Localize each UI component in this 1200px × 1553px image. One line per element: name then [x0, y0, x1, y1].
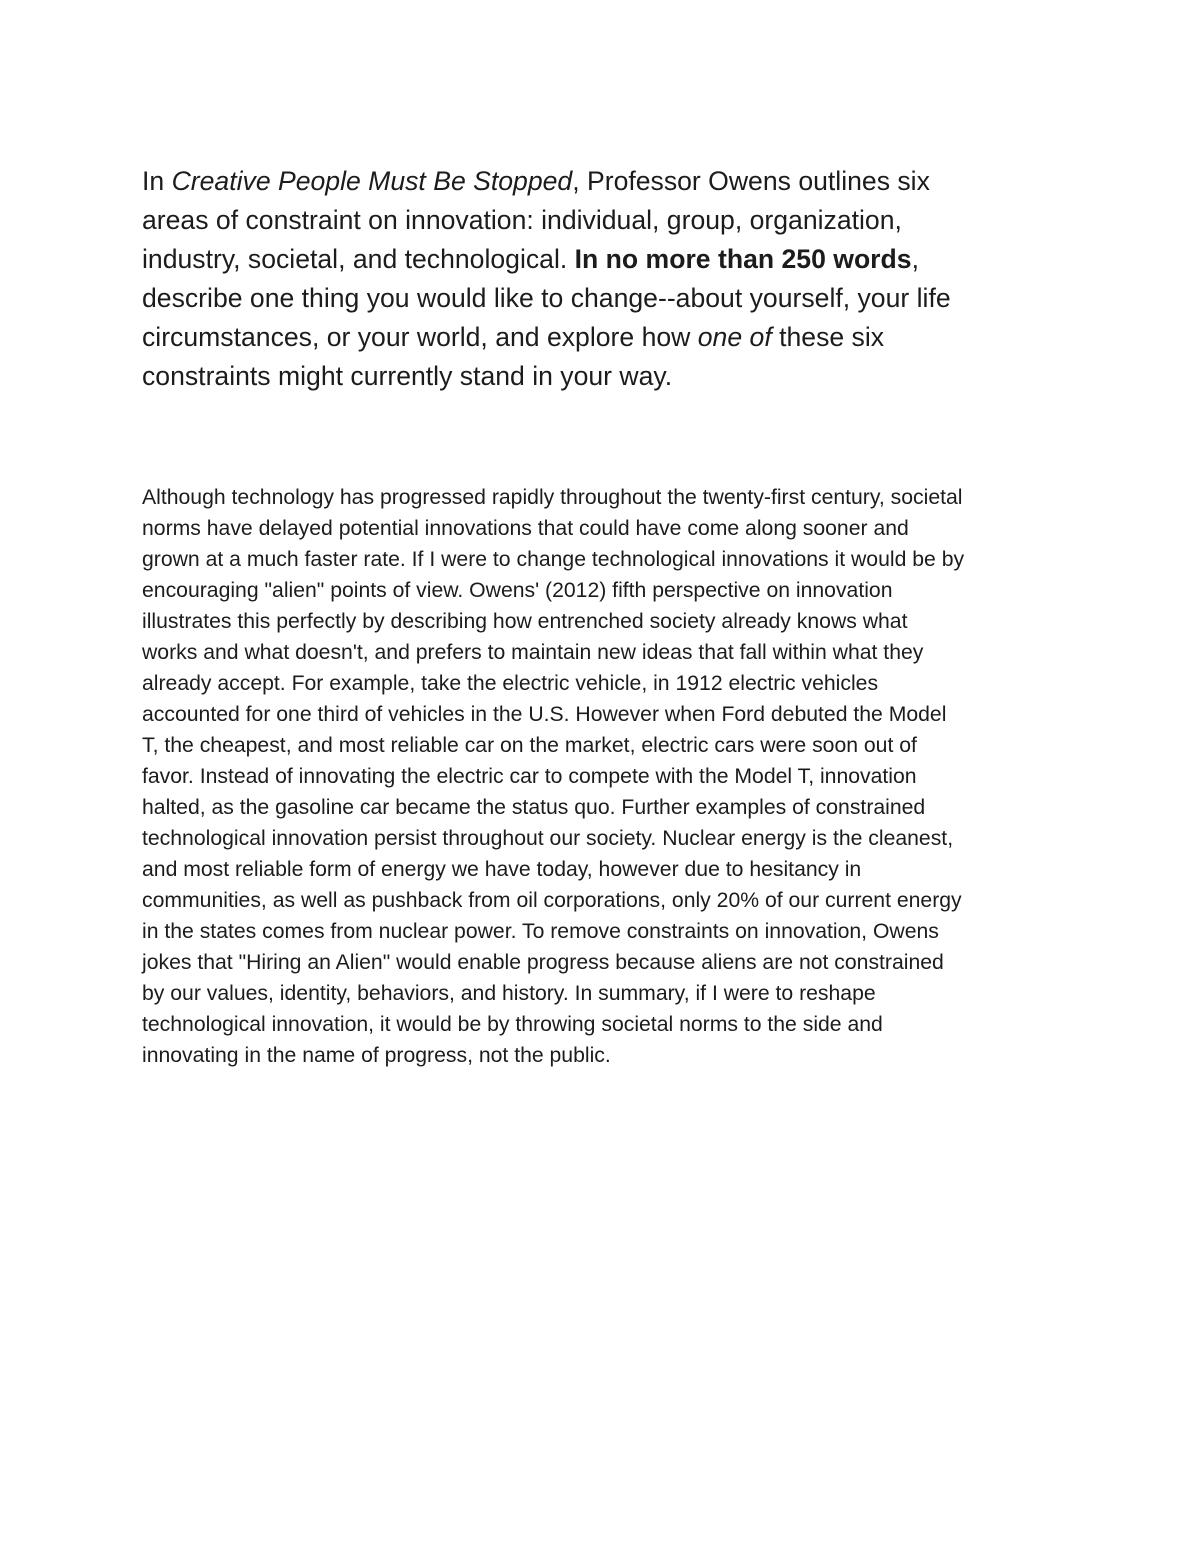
essay-line: in the states comes from nuclear power. To remove constraints on innovation, Owens [142, 920, 939, 943]
essay-line: already accept. For example, take the electric vehicle, in 1912 electric vehicles [142, 672, 879, 695]
essay-line: grown at a much faster rate. If I were to change technological innovations it would be by [142, 548, 965, 571]
assignment-prompt [142, 162, 1082, 396]
book-title: Creative People Must Be Stopped [171, 166, 573, 196]
essay-line: technological innovation, it would be by throwing societal norms to the side and [142, 1013, 883, 1036]
essay-line: T, the cheapest, and most reliable car on the market, electric cars were soon out of [142, 734, 917, 757]
prompt-text: constraints might currently stand in your way. [142, 361, 673, 391]
essay-line: norms have delayed potential innovations that could have come along sooner and [142, 517, 909, 540]
prompt-text: , [911, 244, 919, 274]
prompt-line [142, 318, 1082, 357]
prompt-line [142, 357, 1082, 396]
prompt-emphasis: one of [697, 322, 772, 352]
essay-line: accounted for one third of vehicles in the U.S. However when Ford debuted the Model [142, 703, 947, 726]
essay-line: communities, as well as pushback from oil corporations, only 20% of our current energy [142, 889, 962, 912]
essay-line: by our values, identity, behaviors, and history. In summary, if I were to reshape [142, 982, 876, 1005]
essay-line: encouraging "alien" points of view. Owens' (2012) fifth perspective on innovation [142, 579, 893, 602]
prompt-line [142, 279, 1082, 318]
prompt-text: circumstances, or your world, and explore how [142, 322, 698, 352]
essay-line: and most reliable form of energy we have today, however due to hesitancy in [142, 858, 862, 881]
prompt-text: describe one thing you would like to change--about yourself, your life [142, 283, 951, 313]
essay-line: Although technology has progressed rapidly throughout the twenty-first century, societal [142, 486, 963, 509]
prompt-text: areas of constraint on innovation: individual, group, organization, [142, 205, 902, 235]
prompt-line [142, 162, 1082, 201]
essay-line: halted, as the gasoline car became the status quo. Further examples of constrained [142, 796, 926, 819]
essay-line: illustrates this perfectly by describing how entrenched society already knows what [142, 610, 908, 633]
word-limit-emphasis: In no more than 250 words [574, 244, 912, 274]
essay-line: works and what doesn't, and prefers to maintain new ideas that fall within what they [142, 641, 924, 664]
essay-line: jokes that "Hiring an Alien" would enable progress because aliens are not constrained [142, 951, 944, 974]
essay-line: favor. Instead of innovating the electric car to compete with the Model T, innovation [142, 765, 917, 788]
prompt-text: , Professor Owens outlines six [572, 166, 930, 196]
essay-response [142, 482, 1082, 1071]
essay-line: technological innovation persist throughout our society. Nuclear energy is the cleanest, [142, 827, 954, 850]
prompt-line [142, 201, 1082, 240]
prompt-text: industry, societal, and technological. [142, 244, 575, 274]
prompt-text: these six [771, 322, 885, 352]
prompt-text: In [142, 166, 172, 196]
prompt-line [142, 240, 1082, 279]
essay-line: innovating in the name of progress, not the public. [142, 1044, 611, 1067]
